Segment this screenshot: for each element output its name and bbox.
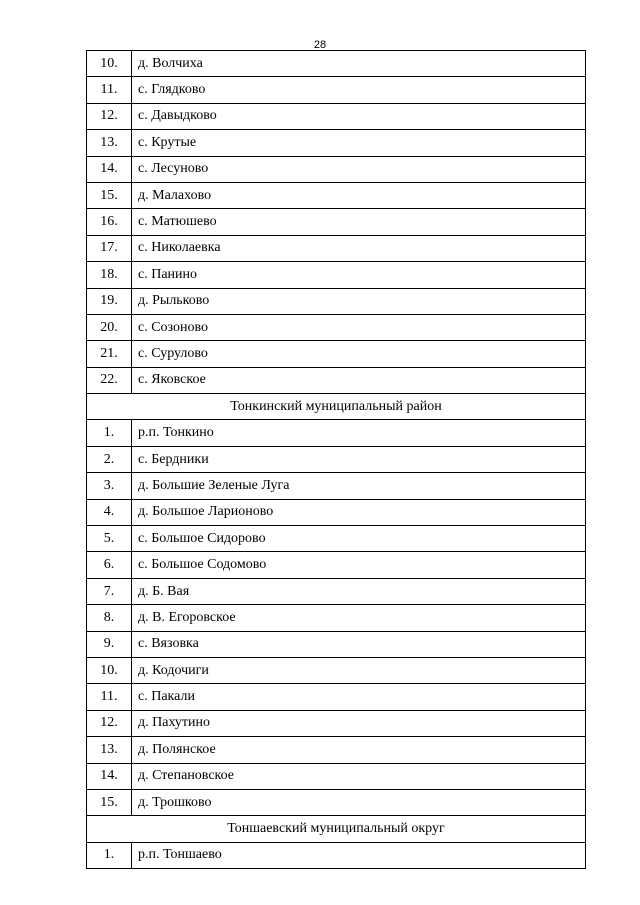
- row-number: 15.: [87, 182, 132, 208]
- table-row: [87, 552, 586, 578]
- row-number: 14.: [87, 156, 132, 182]
- settlement-name: с. Вязовка: [132, 631, 586, 657]
- settlement-name: с. Лесуново: [132, 156, 586, 182]
- settlements-table-body: [87, 51, 586, 869]
- settlement-name: д. Рыльково: [132, 288, 586, 314]
- row-number: 16.: [87, 209, 132, 235]
- row-number: 14.: [87, 763, 132, 789]
- table-row: [87, 605, 586, 631]
- table-row: [87, 51, 586, 77]
- section-header-row: [87, 394, 586, 420]
- settlement-name: д. Волчиха: [132, 51, 586, 77]
- table-row: [87, 209, 586, 235]
- table-row: [87, 710, 586, 736]
- section-header-row: [87, 816, 586, 842]
- row-number: 15.: [87, 789, 132, 815]
- table-row: [87, 367, 586, 393]
- row-number: 1.: [87, 420, 132, 446]
- settlement-name: с. Бердники: [132, 446, 586, 472]
- table-row: [87, 473, 586, 499]
- settlement-name: д. В. Егоровское: [132, 605, 586, 631]
- row-number: 10.: [87, 657, 132, 683]
- settlement-name: д. Полянское: [132, 737, 586, 763]
- settlement-name: с. Созоново: [132, 314, 586, 340]
- row-number: 12.: [87, 103, 132, 129]
- row-number: 18.: [87, 262, 132, 288]
- table-row: [87, 77, 586, 103]
- row-number: 9.: [87, 631, 132, 657]
- row-number: 2.: [87, 446, 132, 472]
- table-row: [87, 341, 586, 367]
- table-row: [87, 499, 586, 525]
- section-title: Тоншаевский муниципальный округ: [87, 816, 586, 842]
- row-number: 13.: [87, 130, 132, 156]
- table-row: [87, 763, 586, 789]
- settlement-name: д. Малахово: [132, 182, 586, 208]
- row-number: 8.: [87, 605, 132, 631]
- row-number: 22.: [87, 367, 132, 393]
- row-number: 11.: [87, 77, 132, 103]
- row-number: 13.: [87, 737, 132, 763]
- page-number: 28: [313, 39, 327, 51]
- table-row: [87, 842, 586, 868]
- row-number: 11.: [87, 684, 132, 710]
- table-row: [87, 631, 586, 657]
- row-number: 12.: [87, 710, 132, 736]
- settlement-name: с. Николаевка: [132, 235, 586, 261]
- row-number: 17.: [87, 235, 132, 261]
- settlement-name: д. Большое Ларионово: [132, 499, 586, 525]
- row-number: 6.: [87, 552, 132, 578]
- settlement-name: д. Пахутино: [132, 710, 586, 736]
- settlement-name: с. Крутые: [132, 130, 586, 156]
- section-title: Тонкинский муниципальный район: [87, 394, 586, 420]
- settlement-name: д. Степановское: [132, 763, 586, 789]
- row-number: 19.: [87, 288, 132, 314]
- table-row: [87, 103, 586, 129]
- settlement-name: с. Большое Содомово: [132, 552, 586, 578]
- table-row: [87, 156, 586, 182]
- table-row: [87, 657, 586, 683]
- table-row: [87, 526, 586, 552]
- settlement-name: с. Глядково: [132, 77, 586, 103]
- settlement-name: с. Панино: [132, 262, 586, 288]
- settlement-name: д. Б. Вая: [132, 578, 586, 604]
- settlement-name: с. Давыдково: [132, 103, 586, 129]
- table-row: [87, 789, 586, 815]
- row-number: 7.: [87, 578, 132, 604]
- settlement-name: д. Большие Зеленые Луга: [132, 473, 586, 499]
- settlement-name: д. Кодочиги: [132, 657, 586, 683]
- table-row: [87, 235, 586, 261]
- table-row: [87, 314, 586, 340]
- row-number: 4.: [87, 499, 132, 525]
- table-row: [87, 288, 586, 314]
- table-row: [87, 737, 586, 763]
- row-number: 21.: [87, 341, 132, 367]
- row-number: 20.: [87, 314, 132, 340]
- table-row: [87, 578, 586, 604]
- settlement-name: р.п. Тонкино: [132, 420, 586, 446]
- row-number: 10.: [87, 51, 132, 77]
- table-row: [87, 420, 586, 446]
- settlement-name: с. Сурулово: [132, 341, 586, 367]
- table-row: [87, 262, 586, 288]
- settlements-table: [86, 50, 586, 869]
- settlement-name: с. Большое Сидорово: [132, 526, 586, 552]
- table-row: [87, 446, 586, 472]
- table-row: [87, 684, 586, 710]
- settlement-name: с. Пакали: [132, 684, 586, 710]
- settlement-name: р.п. Тоншаево: [132, 842, 586, 868]
- table-row: [87, 182, 586, 208]
- row-number: 1.: [87, 842, 132, 868]
- table-row: [87, 130, 586, 156]
- settlement-name: д. Трошково: [132, 789, 586, 815]
- settlement-name: с. Матюшево: [132, 209, 586, 235]
- row-number: 3.: [87, 473, 132, 499]
- row-number: 5.: [87, 526, 132, 552]
- settlement-name: с. Яковское: [132, 367, 586, 393]
